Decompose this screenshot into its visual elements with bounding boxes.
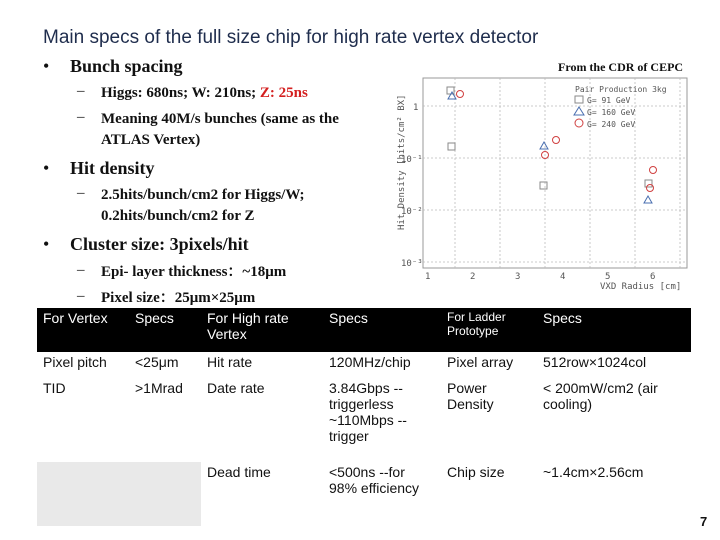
table-cell <box>129 462 201 526</box>
bullet-hit-density: Hit density <box>70 158 155 178</box>
table-cell <box>37 462 129 526</box>
table-cell: 3.84Gbps --triggerless ~110Mbps --trigger <box>323 378 441 462</box>
table-cell: Power Density <box>441 378 537 462</box>
x-tick-label: 6 <box>650 272 656 282</box>
table-cell: <25μm <box>129 352 201 378</box>
y-tick-label: 10⁻¹ <box>401 155 423 165</box>
legend-entry: G= 91 GeV <box>587 96 631 105</box>
plot-frame <box>423 78 687 268</box>
sub-pixel-size: Pixel size：25μm×25μm <box>101 290 256 306</box>
x-tick-label: 2 <box>470 272 476 282</box>
dash: – <box>77 185 85 201</box>
table-cell: Date rate <box>201 378 323 462</box>
x-tick-label: 5 <box>605 272 611 282</box>
sub-text: Higgs: 680ns; W: 210ns; <box>101 85 260 101</box>
y-tick-label: 10⁻³ <box>401 259 423 269</box>
bullet-cluster-size: Cluster size: 3pixels/hit <box>70 234 249 254</box>
sub-hit-density-values: 2.5hits/bunch/cm2 for Higgs/W; 0.2hits/bunch/cm2 for Z <box>101 187 305 224</box>
dash: – <box>77 83 85 99</box>
table-cell: TID <box>37 378 129 462</box>
table-cell: Pixel pitch <box>37 352 129 378</box>
legend-title: Pair Production 3kg <box>575 85 667 94</box>
bullet-bunch-spacing: Bunch spacing <box>70 56 183 76</box>
legend-entry: G= 160 GeV <box>587 108 636 117</box>
bullet-dot: • <box>43 158 50 178</box>
sub-epi-thickness: Epi- layer thickness：~18μm <box>101 264 287 280</box>
y-tick-label: 10⁻² <box>401 207 423 217</box>
legend-entry: G= 240 GeV <box>587 120 636 129</box>
table-header-cell: For Vertex <box>37 308 129 352</box>
table-cell: < 200mW/cm2 (air cooling) <box>537 378 691 462</box>
sub-bunch-meaning: Meaning 40M/s bunches (same as the ATLAS Vertex) <box>101 111 339 148</box>
table-cell: 120MHz/chip <box>323 352 441 378</box>
table-header-cell: Specs <box>537 308 691 352</box>
bullet-dot: • <box>43 56 50 76</box>
page-number: 7 <box>700 514 708 529</box>
slide-title: Main specs of the full size chip for high rate vertex detector <box>43 27 539 48</box>
table-header-cell: For Ladder Prototype <box>441 308 537 352</box>
table-header-cell: For High rate Vertex <box>201 308 323 352</box>
x-tick-label: 3 <box>515 272 521 282</box>
table-header-row <box>37 308 691 352</box>
bullet-dot: • <box>43 234 50 254</box>
x-tick-label: 4 <box>560 272 566 282</box>
dash: – <box>77 288 85 304</box>
table-cell: <500ns --for 98% efficiency <box>323 462 441 526</box>
table-header-cell: Specs <box>323 308 441 352</box>
table-row <box>37 378 691 462</box>
table-row <box>37 462 691 526</box>
table-cell: Dead time <box>201 462 323 526</box>
plot-ylabel: Hit Density [hits/cm² BX] <box>397 94 407 230</box>
table-cell: ~1.4cm×2.56cm <box>537 462 691 526</box>
table-cell: Hit rate <box>201 352 323 378</box>
sub-bunch-spacing-values <box>101 83 371 104</box>
source-label: From the CDR of CEPC <box>558 60 684 74</box>
z-bunch-spacing: Z: 25ns <box>259 85 308 101</box>
y-tick-label: 1 <box>413 103 419 113</box>
table-header-cell: Specs <box>129 308 201 352</box>
hit-density-plot <box>395 70 695 295</box>
plot-xlabel: VXD Radius [cm] <box>600 282 682 292</box>
dash: – <box>77 262 85 278</box>
table-cell: 512row×1024col <box>537 352 691 378</box>
table-cell: Pixel array <box>441 352 537 378</box>
table-cell: >1Mrad <box>129 378 201 462</box>
dash: – <box>77 109 85 125</box>
table-cell: Chip size <box>441 462 537 526</box>
table-row <box>37 352 691 378</box>
x-tick-label: 1 <box>425 272 431 282</box>
specs-table <box>37 308 691 526</box>
